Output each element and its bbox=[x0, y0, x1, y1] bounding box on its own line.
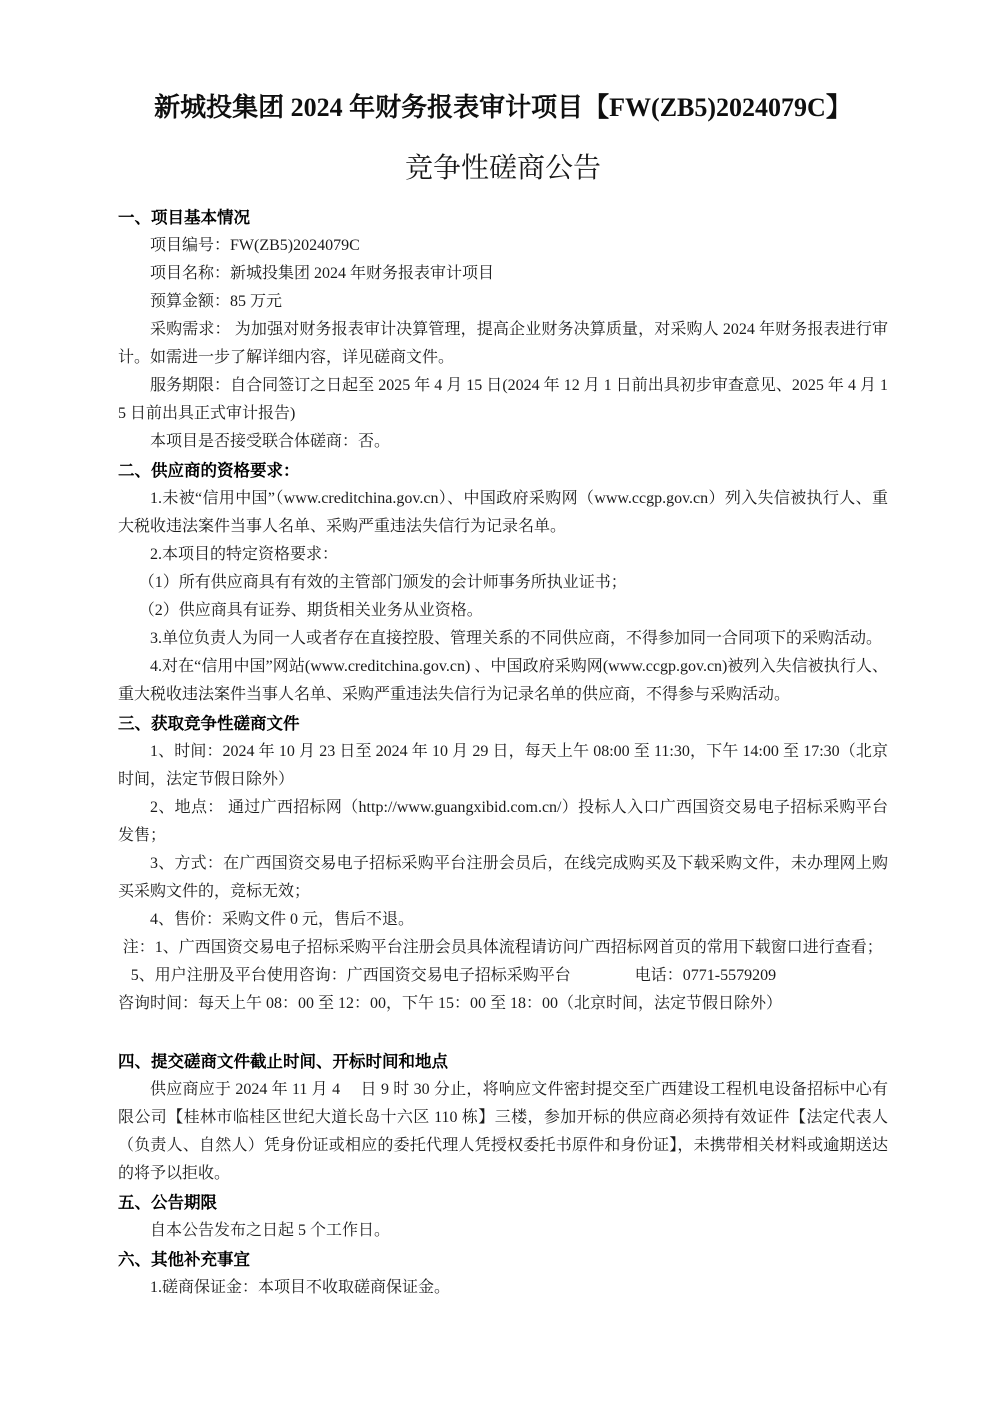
paragraph-obtain-location: 2、地点： 通过广西招标网（http://www.guangxibid.com.cn/）投标人入口广西国资交易电子招标采购平台发售； bbox=[118, 799, 888, 844]
section-heading-submission-deadline: 四、提交磋商文件截止时间、开标时间和地点 bbox=[118, 1052, 448, 1071]
paragraph-service-period: 服务期限：自合同签订之日起至 2025 年 4 月 15 日(2024 年 12 月 1 日前出具初步审查意见、2025 年 4 月 15 日前出具正式审计报告) bbox=[118, 377, 888, 422]
section-supplier-qualifications bbox=[118, 457, 888, 709]
paragraph-consortium: 本项目是否接受联合体磋商：否。 bbox=[150, 433, 391, 450]
section-heading-basic-info: 一、项目基本情况 bbox=[118, 208, 250, 227]
paragraph-qualification-2-1: （1）所有供应商具有有效的主管部门颁发的会计师事务所执业证书； bbox=[138, 574, 627, 591]
paragraph-project-number: 项目编号：FW(ZB5)2024079C bbox=[150, 237, 360, 254]
paragraph-qualification-2: 2.本项目的特定资格要求： bbox=[150, 546, 339, 563]
section-heading-supplier-qualifications: 二、供应商的资格要求： bbox=[118, 461, 300, 480]
paragraph-budget: 预算金额：85 万元 bbox=[150, 293, 283, 310]
doc-title: 新城投集团 2024 年财务报表审计项目【FW(ZB5)2024079C】 bbox=[154, 93, 852, 122]
paragraph-announcement-period: 自本公告发布之日起 5 个工作日。 bbox=[150, 1222, 391, 1239]
section-basic-info bbox=[118, 204, 888, 456]
section-heading-announcement-period: 五、公告期限 bbox=[118, 1193, 217, 1212]
section-heading-other-matters: 六、其他补充事宜 bbox=[118, 1250, 250, 1269]
paragraph-procurement-demand: 采购需求： 为加强对财务报表审计决算管理，提高企业财务决算质量，对采购人 2024 年财务报表进行审计。如需进一步了解详细内容，详见磋商文件。 bbox=[118, 321, 888, 366]
paragraph-obtain-price: 4、售价：采购文件 0 元，售后不退。 bbox=[150, 911, 415, 928]
section-other-matters bbox=[118, 1246, 888, 1302]
paragraph-obtain-note: 注：1、广西国资交易电子招标采购平台注册会员具体流程请访问广西招标网首页的常用下载窗口进行查看； bbox=[122, 939, 883, 956]
paragraph-registration-consult: 5、用户注册及平台使用咨询：广西国资交易电子招标采购平台 电话：0771-5579209 bbox=[130, 967, 777, 984]
section-obtain-documents bbox=[118, 710, 888, 1018]
section-announcement-period bbox=[118, 1189, 888, 1245]
paragraph-consult-time: 咨询时间：每天上午 08：00 至 12：00，下午 15：00 至 18：00（北京时间，法定节假日除外） bbox=[118, 995, 783, 1012]
paragraph-obtain-method: 3、方式：在广西国资交易电子招标采购平台注册会员后，在线完成购买及下载采购文件，未办理网上购买采购文件的，竞标无效； bbox=[118, 855, 888, 900]
paragraph-qualification-1: 1.未被“信用中国”（www.creditchina.gov.cn）、中国政府采购网（www.ccgp.gov.cn）列入失信被执行人、重大税收违法案件当事人名单、采购严重违法失信行为记录名单。 bbox=[118, 490, 888, 535]
section-heading-obtain-documents: 三、获取竞争性磋商文件 bbox=[118, 714, 300, 733]
paragraph-qualification-4: 4.对在“信用中国”网站(www.creditchina.gov.cn) 、中国政府采购网(www.ccgp.gov.cn)被列入失信被执行人、重大税收违法案件当事人名单、采购严重违法失信行为记录名单的供应商，不得参与采购活动。 bbox=[118, 658, 888, 703]
paragraph-obtain-time: 1、时间：2024 年 10 月 23 日至 2024 年 10 月 29 日，每天上午 08:00 至 11:30，下午 14:00 至 17:30（北京时间，法定节假日除外） bbox=[118, 743, 888, 788]
paragraph-deposit: 1.磋商保证金：本项目不收取磋商保证金。 bbox=[150, 1279, 451, 1296]
paragraph-submission-details: 供应商应于 2024 年 11 月 4 日 9 时 30 分止，将响应文件密封提交至广西建设工程机电设备招标中心有限公司【桂林市临桂区世纪大道长岛十六区 110 栋】三楼，参加开标的供应商必须持有效证件【法定代表人（负责人、自然人）凭身份证或相应的委托代理人凭授权委托书原件和身份证】，未携带相关材料或逾期送达的将予以拒收。 bbox=[118, 1081, 888, 1182]
doc-subtitle: 竞争性磋商公告 bbox=[404, 153, 601, 184]
paragraph-qualification-3: 3.单位负责人为同一人或者存在直接控股、管理关系的不同供应商，不得参加同一合同项下的采购活动。 bbox=[150, 630, 883, 647]
paragraph-project-name: 项目名称：新城投集团 2024 年财务报表审计项目 bbox=[150, 265, 495, 282]
paragraph-qualification-2-2: （2）供应商具有证券、期货相关业务从业资格。 bbox=[138, 602, 483, 619]
section-submission-deadline bbox=[118, 1048, 888, 1188]
